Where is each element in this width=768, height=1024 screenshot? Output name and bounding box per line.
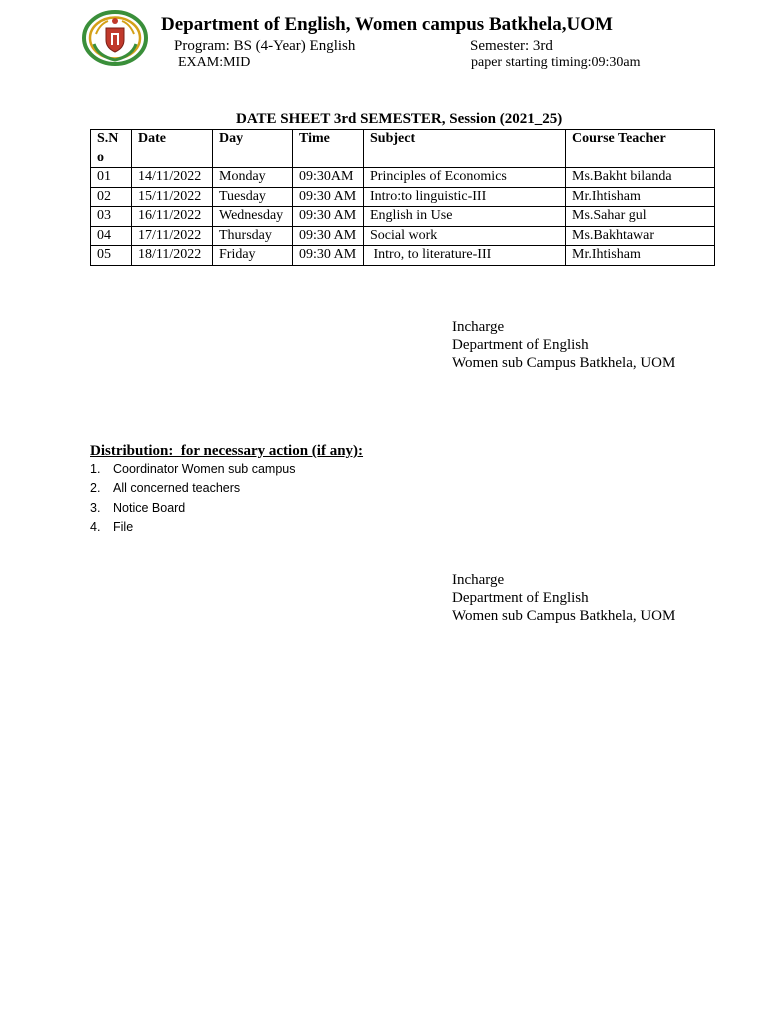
program-label: Program: BS (4-Year) English — [174, 38, 356, 54]
cell-time: 09:30 AM — [293, 246, 364, 266]
list-number: 4. — [90, 519, 101, 534]
list-number: 1. — [90, 462, 101, 476]
cell-time: 09:30AM — [293, 168, 364, 188]
cell-subject: Social work — [364, 226, 566, 246]
table-row — [91, 187, 715, 207]
semester-label: Semester: 3rd — [470, 38, 553, 54]
cell-date: 15/11/2022 — [132, 187, 213, 207]
cell-teacher: Mr.Ihtisham — [566, 187, 715, 207]
university-seal-icon — [82, 10, 148, 66]
timing-label: paper starting timing:09:30am — [471, 55, 641, 70]
cell-date: 17/11/2022 — [132, 226, 213, 246]
column-header-subject: Subject — [364, 130, 566, 168]
cell-time: 09:30 AM — [293, 207, 364, 227]
signature-block — [452, 571, 675, 625]
cell-time: 09:30 AM — [293, 226, 364, 246]
list-text: File — [113, 519, 134, 534]
cell-subject: Intro, to literature-III — [364, 246, 566, 266]
list-item — [90, 460, 296, 479]
exam-label: EXAM:MID — [178, 55, 251, 70]
signature-role: Incharge — [452, 572, 505, 588]
cell-subject: English in Use — [364, 207, 566, 227]
signature-block — [452, 318, 675, 372]
list-item — [90, 518, 296, 537]
cell-teacher: Mr.Ihtisham — [566, 246, 715, 266]
signature-campus: Women sub Campus Batkhela, UOM — [452, 355, 676, 371]
cell-time: 09:30 AM — [293, 187, 364, 207]
cell-date: 16/11/2022 — [132, 207, 213, 227]
cell-day: Thursday — [213, 226, 293, 246]
datesheet-table — [90, 129, 715, 266]
list-text: All concerned teachers — [113, 481, 241, 496]
column-header-time: Time — [293, 130, 364, 168]
list-number: 3. — [90, 500, 101, 515]
list-text: Notice Board — [113, 500, 186, 515]
cell-teacher: Ms.Bakhtawar — [566, 226, 715, 246]
signature-role: Incharge — [452, 319, 505, 335]
column-header-teacher: Course Teacher — [566, 130, 715, 168]
cell-sno: 02 — [91, 187, 132, 207]
list-item — [90, 479, 296, 498]
cell-subject: Intro:to linguistic-III — [364, 187, 566, 207]
signature-department: Department of English — [452, 590, 589, 606]
cell-date: 14/11/2022 — [132, 168, 213, 188]
cell-day: Wednesday — [213, 207, 293, 227]
cell-sno: 04 — [91, 226, 132, 246]
cell-subject: Principles of Economics — [364, 168, 566, 188]
signature-department: Department of English — [452, 337, 589, 353]
cell-day: Monday — [213, 168, 293, 188]
cell-date: 18/11/2022 — [132, 246, 213, 266]
table-row — [91, 226, 715, 246]
distribution-heading: Distribution: for necessary action (if any): — [90, 443, 364, 459]
table-header-row — [91, 130, 715, 168]
cell-teacher: Ms.Sahar gul — [566, 207, 715, 227]
column-header-sno: S.N o — [91, 130, 132, 168]
datesheet-title: DATE SHEET 3rd SEMESTER, Session (2021_25) — [236, 111, 563, 127]
cell-day: Friday — [213, 246, 293, 266]
list-item — [90, 499, 296, 518]
signature-campus: Women sub Campus Batkhela, UOM — [452, 608, 676, 624]
table-row — [91, 207, 715, 227]
list-text: Coordinator Women sub campus — [113, 462, 296, 476]
cell-day: Tuesday — [213, 187, 293, 207]
column-header-day: Day — [213, 130, 293, 168]
cell-teacher: Ms.Bakht bilanda — [566, 168, 715, 188]
cell-sno: 03 — [91, 207, 132, 227]
list-number: 2. — [90, 481, 101, 496]
cell-sno: 05 — [91, 246, 132, 266]
column-header-date: Date — [132, 130, 213, 168]
cell-sno: 01 — [91, 168, 132, 188]
document-title: Department of English, Women campus Batkhela,UOM — [161, 14, 613, 35]
distribution-list — [90, 460, 296, 537]
table-row — [91, 168, 715, 188]
table-row — [91, 246, 715, 266]
